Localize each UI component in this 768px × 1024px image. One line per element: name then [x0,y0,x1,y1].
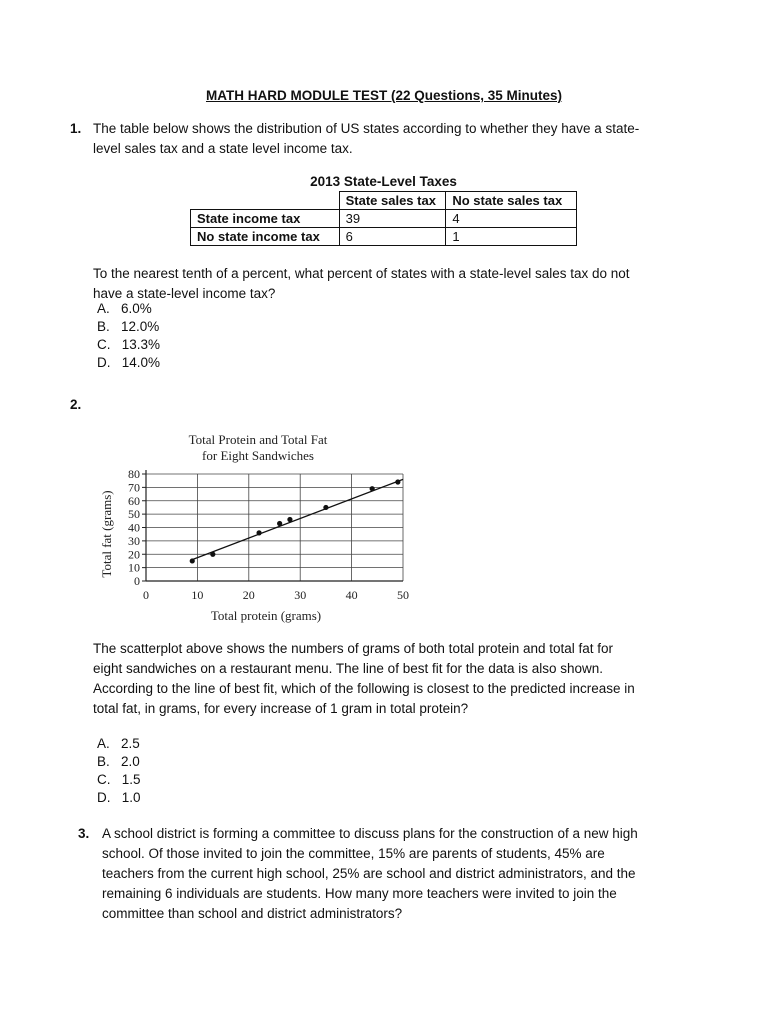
y-tick-label: 70 [128,480,140,495]
question-3-text [102,824,722,924]
question-2-line-4: total fat, in grams, for every increase of 1 gram in total protein? [93,701,469,716]
question-1-choices [97,300,160,372]
x-tick-label: 10 [191,588,204,602]
question-1-prompt-line-2: have a state-level income tax? [93,286,276,301]
question-2-choices [97,735,141,807]
choice-b[interactable]: B. 2.0 [97,754,140,769]
row-header-no-state-income-tax: No state income tax [191,228,340,246]
y-tick-label: 20 [128,547,140,562]
question-1-prompt-line-1: To the nearest tenth of a percent, what percent of states with a state-level sales tax do not [93,266,630,281]
question-3-line-5: committee than school and district administrators? [102,906,403,921]
question-3-line-3: teachers from the current high school, 25% are school and district administrators, and the [102,866,636,881]
table-row [191,228,577,246]
question-2-line-3: According to the line of best fit, which of the following is closest to the predicted increase in [93,681,635,696]
x-tick-label: 20 [242,588,255,602]
y-tick-label: 10 [128,560,140,575]
y-tick-label: 50 [128,507,140,522]
x-tick-labels [143,588,409,602]
data-point [190,558,195,563]
table-header-row [191,192,577,210]
choice-b[interactable]: B. 12.0% [97,319,160,334]
page-title: MATH HARD MODULE TEST (22 Questions, 35 Minutes) [205,88,563,103]
choice-d[interactable]: D. 1.0 [97,790,141,805]
table-row [191,210,577,228]
question-1-number: 1. [70,121,82,136]
y-tick-labels [128,467,140,588]
question-2-line-1: The scatterplot above shows the numbers of grams of both total protein and total fat for [93,641,614,656]
data-point [395,479,400,484]
chart-axes [142,470,403,581]
question-3-line-1: A school district is forming a committee to discuss plans for the construction of a new high [102,826,638,841]
data-point [210,552,215,557]
x-tick-label: 40 [345,588,358,602]
x-tick-label: 30 [294,588,307,602]
data-point [277,521,282,526]
best-fit-line [192,479,403,559]
choice-a[interactable]: A. 6.0% [97,301,152,316]
chart-grid [146,474,403,581]
x-axis-label: Total protein (grams) [210,608,322,623]
data-point [256,530,261,535]
choice-d[interactable]: D. 14.0% [97,355,161,370]
question-3-line-2: school. Of those invited to join the committee, 15% are parents of students, 45% are [102,846,605,861]
choice-c[interactable]: C. 1.5 [97,772,141,787]
question-2-text [93,639,713,719]
x-tick-label: 50 [397,588,409,602]
y-tick-label: 30 [128,533,140,548]
table-cell: 39 [339,210,446,228]
tax-table [190,191,577,246]
choice-a[interactable]: A. 2.5 [97,736,140,751]
question-2-line-2: eight sandwiches on a restaurant menu. The line of best fit for the data is also shown. [93,661,604,676]
table-caption: 2013 State-Level Taxes [310,174,457,189]
choice-c[interactable]: C. 13.3% [97,337,161,352]
y-tick-label: 60 [128,493,140,508]
best-fit-segment [192,479,403,559]
table-cell: 1 [446,228,577,246]
question-1-stem [93,119,693,159]
scatter-chart [96,426,416,626]
data-point [323,505,328,510]
table-cell: 4 [446,210,577,228]
question-3-number: 3. [78,826,90,841]
question-1-stem-line-2: level sales tax and a state level income tax. [93,141,353,156]
chart-title-line-1: Total Protein and Total Fat [188,432,328,447]
y-tick-label: 40 [128,520,140,535]
table-corner-cell [191,192,340,210]
question-3-line-4: remaining 6 individuals are students. How many more teachers were invited to join the [102,886,617,901]
data-point [287,517,292,522]
chart-title-line-2: for Eight Sandwiches [202,448,314,463]
question-2-number: 2. [70,397,82,412]
question-1-prompt [93,264,693,304]
table-cell: 6 [339,228,446,246]
col-header-state-sales-tax: State sales tax [339,192,446,210]
y-tick-label: 0 [134,574,140,588]
question-1-stem-line-1: The table below shows the distribution of US states according to whether they have a state- [93,121,640,136]
col-header-no-state-sales-tax: No state sales tax [446,192,577,210]
x-tick-label: 0 [143,588,149,602]
y-axis-label: Total fat (grams) [99,490,114,578]
data-point [370,486,375,491]
row-header-state-income-tax: State income tax [191,210,340,228]
y-tick-label: 80 [128,467,140,481]
